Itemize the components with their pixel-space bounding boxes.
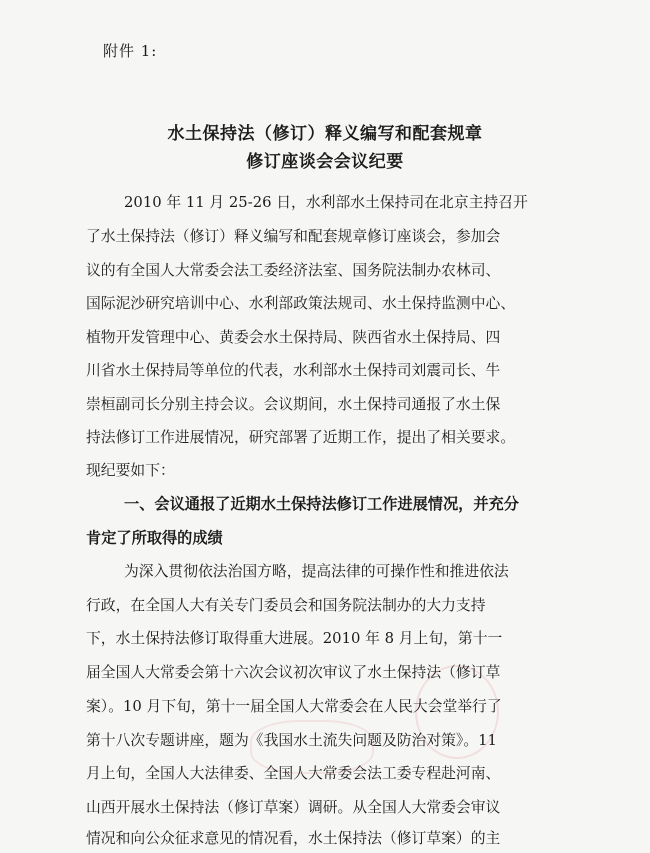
attachment-label: 附件 1: bbox=[103, 42, 158, 60]
paragraph2-line-9: 情况和向公众征求意见的情况看，水土保持法（修订草案）的主 bbox=[86, 830, 501, 847]
paragraph1-line-6: 川省水土保持局等单位的代表，水利部水土保持司刘震司长、牛 bbox=[86, 362, 501, 379]
paragraph1-line-7: 崇桓副司长分别主持会议。会议期间，水土保持司通报了水土保 bbox=[86, 396, 501, 413]
document-title-line-2: 修订座谈会会议纪要 bbox=[246, 152, 404, 172]
paragraph2-line-2: 行政，在全国人大有关专门委员会和国务院法制办的大力支持 bbox=[86, 597, 486, 614]
paragraph2-line-7: 月上旬，全国人大法律委、全国人大常委会法工委专程赴河南、 bbox=[86, 765, 501, 782]
paragraph1-line-5: 植物开发管理中心、黄委会水土保持局、陕西省水土保持局、四 bbox=[86, 329, 501, 346]
paragraph1-line-3: 议的有全国人大常委会法工委经济法室、国务院法制办农林司、 bbox=[86, 262, 501, 279]
paragraph1-line-9: 现纪要如下： bbox=[86, 462, 175, 479]
paragraph2-line-3: 下，水土保持法修订取得重大进展。2010 年 8 月上旬，第十一 bbox=[86, 630, 503, 647]
paragraph2-line-5: 案）。10 月下旬，第十一届全国人大常委会在人民大会堂举行了 bbox=[86, 698, 502, 715]
paragraph2-line-1: 为深入贯彻依法治国方略，提高法律的可操作性和推进依法 bbox=[124, 563, 509, 580]
paragraph1-line-4: 国际泥沙研究培训中心、水利部政策法规司、水土保持监测中心、 bbox=[86, 295, 516, 312]
section-heading-line-1: 一、会议通报了近期水土保持法修订工作进展情况，并充分 bbox=[124, 495, 519, 513]
paragraph1-line-8: 持法修订工作进展情况，研究部署了近期工作，提出了相关要求。 bbox=[86, 429, 516, 446]
paragraph2-line-6: 第十八次专题讲座，题为《我国水土流失问题及防治对策》。11 bbox=[86, 732, 497, 749]
section-heading-line-2: 肯定了所取得的成绩 bbox=[86, 529, 223, 547]
paragraph2-line-8: 山西开展水土保持法（修订草案）调研。从全国人大常委会审议 bbox=[86, 799, 501, 816]
paragraph1-line-1: 2010 年 11 月 25-26 日，水利部水土保持司在北京主持召开 bbox=[124, 194, 528, 211]
document-title-line-1: 水土保持法（修订）释义编写和配套规章 bbox=[167, 124, 483, 144]
paragraph1-line-2: 了水土保持法（修订）释义编写和配套规章修订座谈会，参加会 bbox=[86, 228, 501, 245]
paragraph2-line-4: 届全国人大常委会第十六次会议初次审议了水土保持法（修订草 bbox=[86, 664, 501, 681]
